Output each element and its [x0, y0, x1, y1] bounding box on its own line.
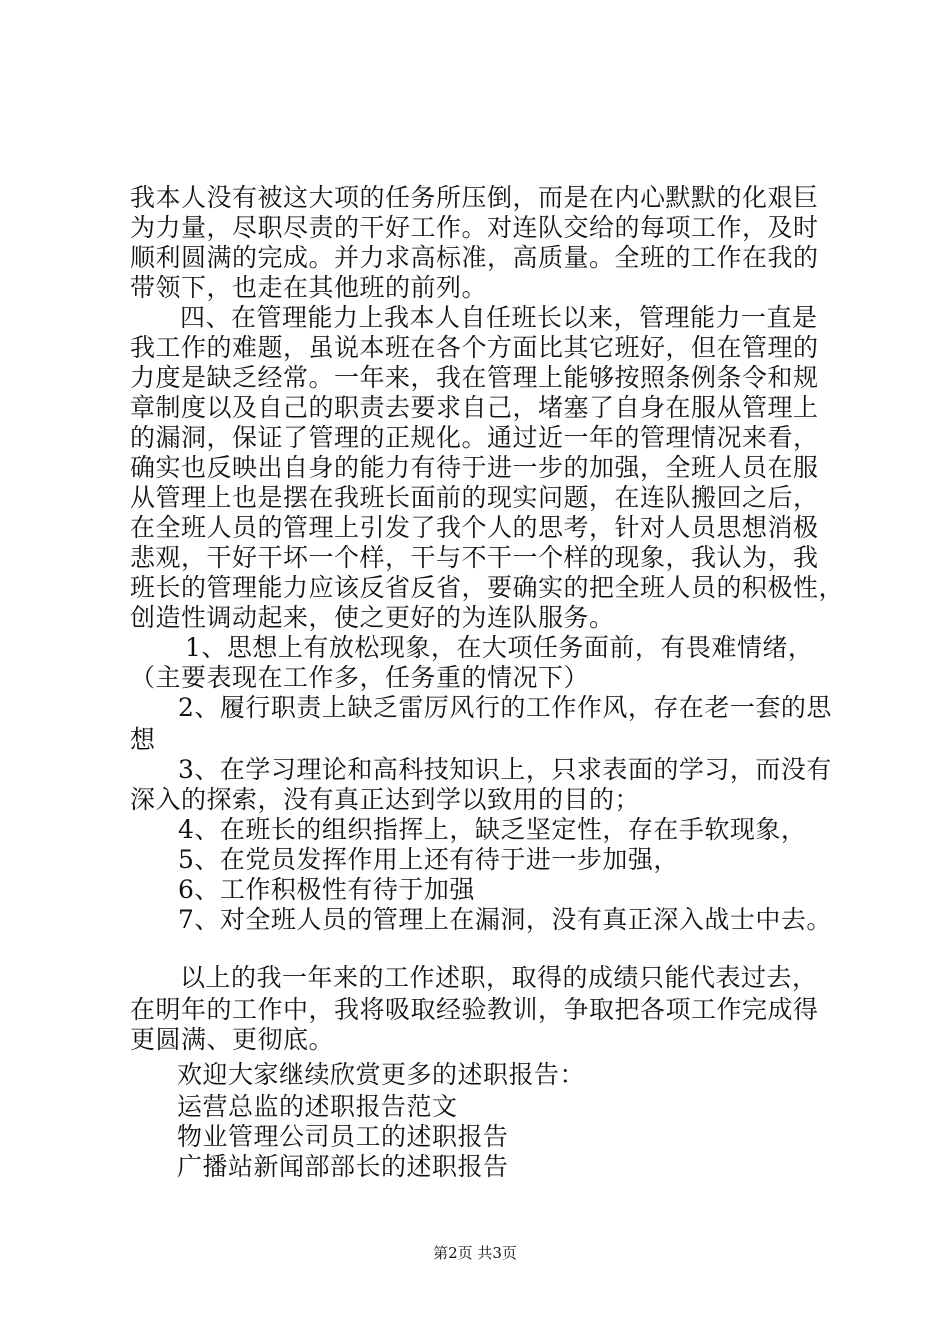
list-item: 7、对全班人员的管理上在漏洞，没有真正深入战士中去。 — [178, 905, 832, 934]
list-item-continuation: （主要表现在工作多，任务重的情况下） — [130, 663, 590, 692]
body-text-line: 从管理上也是摆在我班长面前的现实问题，在连队搬回之后， — [130, 483, 819, 512]
related-link[interactable]: 广播站新闻部部长的述职报告 — [177, 1152, 509, 1181]
section-heading-line: 四、在管理能力上我本人自任班长以来，管理能力一直是 — [180, 303, 818, 332]
list-item-continuation: 深入的探索，没有真正达到学以致用的目的； — [130, 785, 641, 814]
body-text-line: 章制度以及自己的职责去要求自己，堵塞了自身在服从管理上 — [130, 393, 819, 422]
body-text-line: 在全班人员的管理上引发了我个人的思考，针对人员思想消极 — [130, 513, 819, 542]
body-text-line: 顺利圆满的完成。并力求高标准，高质量。全班的工作在我的 — [130, 243, 819, 272]
conclusion-line: 更圆满、更彻底。 — [130, 1025, 335, 1054]
list-item: 2、履行职责上缺乏雷厉风行的工作作风，存在老一套的思 — [178, 693, 832, 722]
list-item: 3、在学习理论和高科技知识上，只求表面的学习，而没有 — [178, 755, 832, 784]
list-item: 6、工作积极性有待于加强 — [178, 875, 475, 904]
conclusion-line: 以上的我一年来的工作述职，取得的成绩只能代表过去， — [180, 963, 818, 992]
conclusion-line: 在明年的工作中，我将吸取经验教训，争取把各项工作完成得 — [130, 995, 819, 1024]
body-text-line: 悲观，干好干坏一个样，干与不干一个样的现象，我认为，我 — [130, 543, 819, 572]
body-text-line: 力度是缺乏经常。一年来，我在管理上能够按照条例条令和规 — [130, 363, 819, 392]
body-text-line: 班长的管理能力应该反省反省，要确实的把全班人员的积极性， — [130, 573, 845, 602]
related-intro: 欢迎大家继续欣赏更多的述职报告： — [177, 1060, 586, 1089]
list-item-continuation: 想 — [130, 725, 156, 754]
body-text-line: 为力量，尽职尽责的干好工作。对连队交给的每项工作，及时 — [130, 213, 819, 242]
body-text-line: 我工作的难题，虽说本班在各个方面比其它班好，但在管理的 — [130, 333, 819, 362]
list-item: 5、在党员发挥作用上还有待于进一步加强， — [178, 845, 679, 874]
body-text-line: 带领下，也走在其他班的前列。 — [130, 273, 488, 302]
body-text-line: 的漏洞，保证了管理的正规化。通过近一年的管理情况来看， — [130, 423, 819, 452]
body-text-line: 创造性调动起来，使之更好的为连队服务。 — [130, 603, 615, 632]
list-item: 4、在班长的组织指挥上，缺乏坚定性，存在手软现象， — [178, 815, 807, 844]
related-link[interactable]: 运营总监的述职报告范文 — [177, 1092, 458, 1121]
related-link[interactable]: 物业管理公司员工的述职报告 — [177, 1122, 509, 1151]
body-text-line: 确实也反映出自身的能力有待于进一步的加强，全班人员在服 — [130, 453, 819, 482]
list-item: 1、思想上有放松现象，在大项任务面前，有畏难情绪， — [185, 633, 814, 662]
body-text-line: 我本人没有被这大项的任务所压倒，而是在内心默默的化艰巨 — [130, 183, 819, 212]
page-footer: 第2页 共3页 — [433, 1244, 517, 1262]
